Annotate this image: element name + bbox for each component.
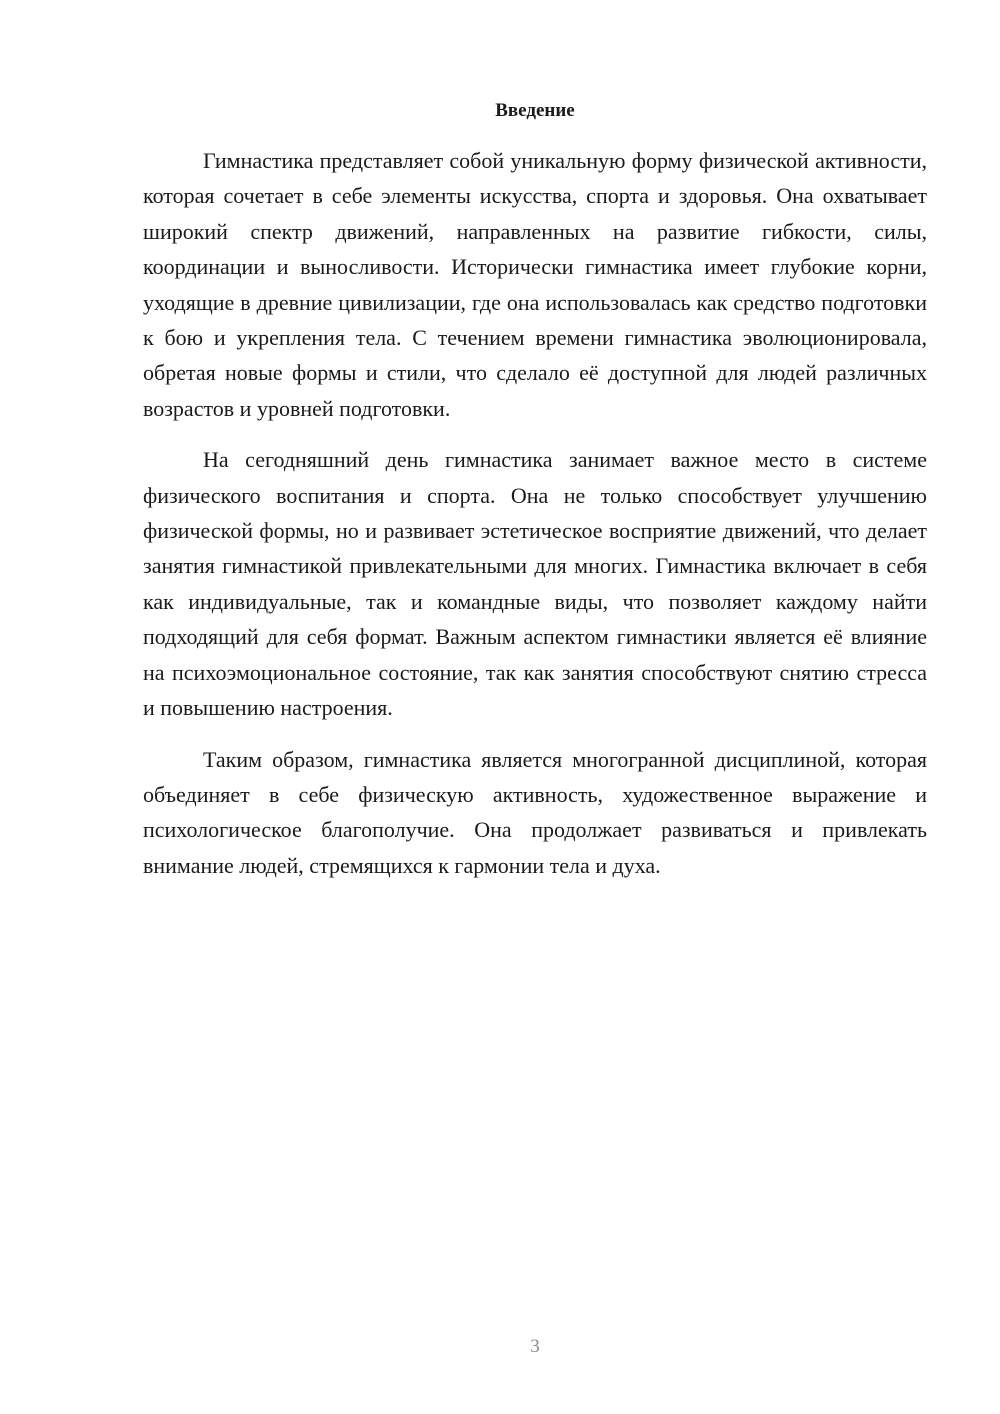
paragraph-1: Гимнастика представляет собой уникальную форму физической активности, которая сочетает в себе элементы искусства, спорта и здоровья. Она охватывает широкий спектр движений, направленных на развитие гибкости, силы, координации и выносливости. Исторически гимнастика имеет глубокие корни, уходящие в древние цивилизации, где она использовалась как средство подготовки к бою и укрепления тела. С течением времени гимнастика эволюционировала, обретая новые формы и стили, что сделало её доступной для людей различных возрастов и уровней подготовки. xyxy=(143,148,927,421)
body-text xyxy=(143,143,927,899)
section-title: Введение xyxy=(495,100,575,121)
paragraph-3: Таким образом, гимнастика является многогранной дисциплиной, которая объединяет в себе физическую активность, художественное выражение и психологическое благополучие. Она продолжает развиваться и привлекать внимание людей, стремящихся к гармонии тела и духа. xyxy=(143,746,927,878)
paragraph-2: На сегодняшний день гимнастика занимает важное место в системе физического воспитания и спорта. Она не только способствует улучшению физической формы, но и развивает эстетическое восприятие движений, что делает занятия гимнастикой привлекательными для многих. Гимнастика включает в себя как индивидуальные, так и командные виды, что позволяет каждому найти подходящий для себя формат. Важным аспектом гимнастики является её влияние на психоэмоциональное состояние, так как занятия способствуют снятию стресса и повышению настроения. xyxy=(143,447,927,721)
page-number: 3 xyxy=(530,1336,540,1357)
